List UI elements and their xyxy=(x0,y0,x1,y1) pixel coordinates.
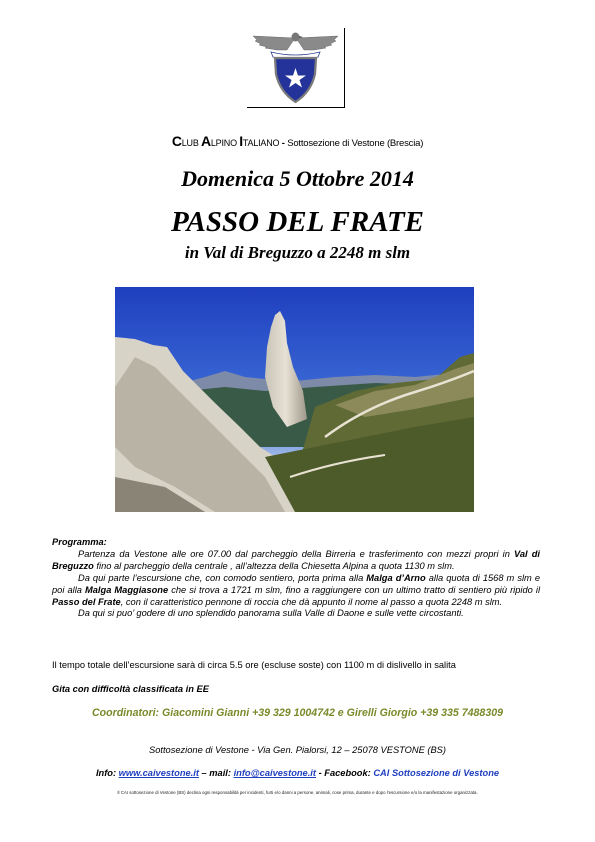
coordinators: Coordinatori: Giacomini Gianni +39 329 1004742 e Girelli Giorgio +39 335 7488309 xyxy=(92,707,503,719)
event-title: PASSO DEL FRATE xyxy=(170,206,424,238)
total-time: Il tempo totale dell’escursione sarà di circa 5.5 ore (escluse soste) con 1100 m di dislivello in salita xyxy=(52,660,456,670)
p2-bold-malga-arno: Malga d’Arno xyxy=(366,572,426,583)
logo-frame-bottom xyxy=(247,107,345,108)
p2-text-e: che si trova a 1721 m slm, fino a raggiungere con un ultimo tratto di sentiero più ripido il xyxy=(168,584,541,595)
difficulty: Gita con difficoltà classificata in EE xyxy=(52,684,209,694)
cai-eagle-star-shield-icon xyxy=(247,28,344,108)
program-paragraph-2 xyxy=(52,573,540,609)
mail-label: – mail: xyxy=(198,768,234,778)
p2-text-g: , con il caratteristico pennone di roccia che dà appunto il nome al passo a quota 2248 m slm. xyxy=(120,596,503,607)
club-initial-c: C xyxy=(171,133,182,149)
info-line xyxy=(0,768,595,778)
program-section xyxy=(52,537,540,620)
disclaimer: Il CAI sottosezione di Vestone (BS) declina ogni responsabilità per incidenti, furti e/o danni a persone, animali, cose prima, durante e dopo l'escursione e/o la manifestazione organizzata. xyxy=(117,790,478,795)
p1-bold-valley: Val di Breguzzo xyxy=(52,548,540,571)
program-heading: Programma: xyxy=(52,537,107,547)
p2-bold-malga-maggiasone: Malga Maggiasone xyxy=(85,584,169,595)
address: Sottosezione di Vestone - Via Gen. Pialorsi, 12 – 25078 VESTONE (BS) xyxy=(149,745,446,755)
logo-frame-right xyxy=(344,28,345,108)
club-word-lpino: LPINO xyxy=(210,138,240,148)
mountain-photo xyxy=(115,287,474,512)
club-word-taliano: TALIANO xyxy=(242,138,280,148)
email-link[interactable]: info@caivestone.it xyxy=(233,768,316,778)
cai-logo xyxy=(247,28,344,108)
event-date: Domenica 5 Ottobre 2014 xyxy=(181,166,414,191)
p1-text-a: Partenza da Vestone alle ore 07.00 dal parcheggio della Birreria e trasferimento con mezzi propri in xyxy=(78,548,514,559)
event-subtitle: in Val di Breguzzo a 2248 m slm xyxy=(184,243,411,262)
club-word-lub: LUB xyxy=(181,138,201,148)
club-initial-a: A xyxy=(200,133,211,149)
club-header xyxy=(0,133,595,149)
facebook-link[interactable]: CAI Sottosezione di Vestone xyxy=(373,768,500,778)
club-initial-i: I xyxy=(239,133,243,149)
p2-bold-passo: Passo del Frate xyxy=(52,596,121,607)
facebook-label: - Facebook: xyxy=(316,768,374,778)
p1-text-c: fino al parcheggio della centrale , all’altezza della Chiesetta Alpina a quota 1130 m slm. xyxy=(93,560,455,571)
p2-text-c: alla quota di 1568 m slm e poi alla xyxy=(52,572,541,595)
program-paragraph-3: Da qui si puo’ godere di uno splendido panorama sulla Valle di Daone e sulle vette circostanti. xyxy=(78,608,464,619)
program-paragraph-1 xyxy=(52,549,540,573)
club-section: Sottosezione di Vestone (Brescia) xyxy=(287,138,424,149)
website-link[interactable]: www.caivestone.it xyxy=(118,768,199,778)
info-label: Info: xyxy=(95,768,119,778)
p2-text-a: Da qui parte l’escursione che, con comodo sentiero, porta prima alla xyxy=(78,572,367,583)
club-dash: - xyxy=(279,138,288,149)
